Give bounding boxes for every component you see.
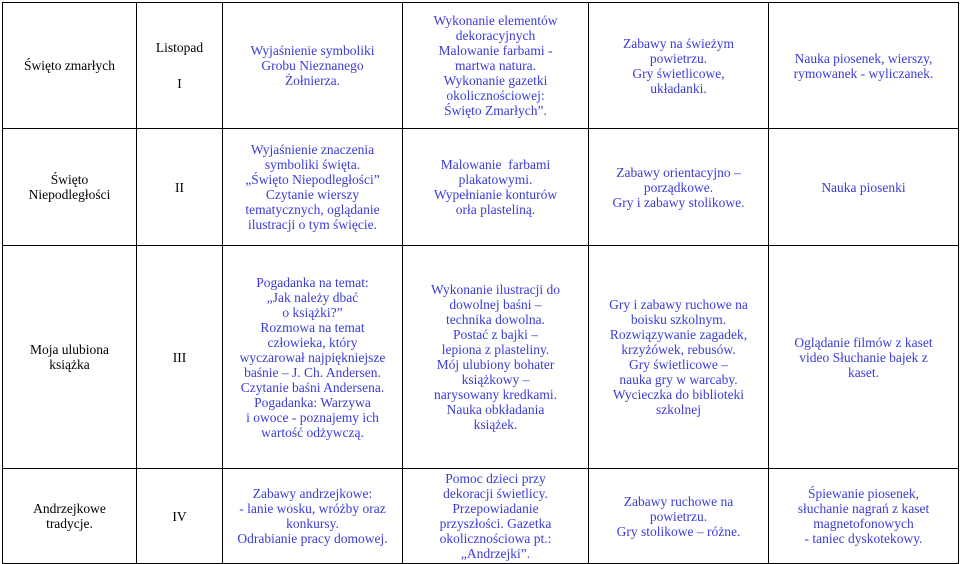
art-cell: [403, 129, 589, 246]
text-line: porządkowe.: [643, 179, 714, 195]
text-line: przyszłości. Gazetka: [439, 516, 552, 531]
text-line: Nauka piosenki: [821, 179, 906, 195]
text-line: Malowanie farbami: [440, 157, 551, 172]
text-block: [772, 335, 955, 380]
text-line: Odrabianie pracy domowej.: [237, 531, 388, 546]
text-line: Wyjaśnienie symboliki: [250, 43, 375, 58]
text-line: IV: [172, 508, 187, 524]
text-line: Czytanie baśni Andersena.: [240, 379, 385, 395]
text-line: Święto Zmarłych”.: [444, 103, 547, 118]
art-cell: [403, 3, 589, 129]
text-line: tradycje.: [46, 516, 93, 531]
talks-cell: [223, 246, 403, 469]
text-line: Niepodległości: [28, 187, 111, 202]
text-line: słuchanie nagrań z kaset: [797, 501, 930, 516]
text-line: Przepowiadanie: [452, 501, 539, 516]
text-block: [592, 494, 765, 539]
text-line: baśnie – J. Ch. Andersen.: [244, 364, 381, 380]
text-line: Święto: [50, 172, 89, 187]
week-cell: [137, 3, 223, 129]
text-line: wartość odżywczą.: [261, 424, 364, 440]
text-line: powietrzu.: [649, 508, 708, 524]
text-line: o książki?”: [282, 304, 343, 320]
games-cell: [589, 246, 769, 469]
text-line: Nauka piosenek, wierszy,: [794, 50, 933, 66]
text-line: Rozmowa na temat: [260, 319, 365, 335]
text-line: Wykonanie ilustracji do: [431, 282, 560, 297]
text-block: [406, 157, 585, 217]
art-cell: [403, 469, 589, 564]
text-block: [406, 471, 585, 561]
text-line: Gry i zabawy ruchowe na: [609, 297, 748, 312]
art-cell: [403, 246, 589, 469]
week-cell: [137, 469, 223, 564]
text-block: [406, 282, 585, 432]
text-line: narysowany kredkami.: [434, 387, 557, 402]
text-line: „Jak należy dbać: [266, 289, 359, 305]
table-row: [3, 246, 959, 469]
text-line: Postać z bajki –: [452, 327, 539, 342]
text-line: Czytanie wierszy: [265, 187, 360, 202]
text-line: Wykonanie gazetki: [443, 73, 548, 88]
text-line: Zabawy andrzejkowe:: [252, 486, 373, 501]
text-line: książkowy –: [461, 372, 530, 387]
topic-cell: [3, 3, 137, 129]
text-block: [772, 180, 955, 195]
music-cell: [769, 129, 959, 246]
text-line: Pogadanka: Warzywa: [254, 394, 371, 410]
text-line: kaset.: [847, 364, 880, 380]
text-line: - lanie wosku, wróżby oraz: [239, 501, 386, 516]
text-line: krzyżówek, rebusów.: [621, 342, 736, 357]
text-line: Wycieczka do biblioteki: [612, 387, 745, 402]
text-line: Wykonanie elementów: [433, 13, 558, 28]
text-line: Żołnierza.: [284, 73, 341, 88]
text-line: [140, 58, 219, 73]
text-line: dekoracji świetlicy.: [443, 486, 548, 501]
table-body: [3, 3, 959, 564]
text-line: dekoracyjnych: [455, 28, 536, 43]
text-line: okolicznościowa pt.:: [439, 531, 552, 546]
text-line: Wyjaśnienie znaczenia: [250, 142, 375, 157]
text-line: rymowanek - wyliczanek.: [793, 65, 934, 81]
text-line: III: [172, 349, 187, 365]
text-line: układanki.: [650, 80, 707, 96]
text-line: Pomoc dzieci przy: [445, 471, 546, 486]
talks-cell: [223, 469, 403, 564]
text-block: [226, 275, 399, 440]
text-line: powietrzu.: [649, 50, 708, 66]
text-block: [406, 13, 585, 118]
text-line: Święto zmarłych: [23, 58, 116, 73]
text-line: „Andrzejki”.: [460, 546, 531, 561]
talks-cell: [223, 129, 403, 246]
text-line: Andrzejkowe: [33, 501, 106, 516]
music-cell: [769, 469, 959, 564]
text-line: Grobu Nieznanego: [261, 58, 364, 73]
text-line: Malowanie farbami -: [438, 43, 553, 58]
text-line: Mój ulubiony bohater: [436, 357, 555, 372]
text-line: Zabawy orientacyjno –: [616, 164, 741, 180]
text-line: człowieka, który: [267, 334, 358, 350]
music-cell: [769, 3, 959, 129]
text-line: Gry i zabawy stolikowe.: [612, 194, 745, 210]
text-line: II: [175, 179, 184, 195]
text-line: boisku szkolnym.: [630, 312, 727, 327]
text-line: magnetofonowych: [813, 516, 914, 531]
text-line: martwa natura.: [455, 58, 536, 73]
text-line: książka: [49, 357, 90, 372]
table-row: [3, 129, 959, 246]
text-line: technika dowolna.: [446, 312, 545, 327]
text-block: [772, 486, 955, 546]
text-line: tematycznych, oglądanie: [245, 202, 380, 217]
activity-plan-table: [2, 2, 959, 564]
topic-cell: [3, 246, 137, 469]
games-cell: [589, 469, 769, 564]
text-line: Rozwiązywanie zagadek,: [609, 327, 748, 342]
text-line: wyczarował najpiękniejsze: [239, 349, 386, 365]
text-block: [592, 297, 765, 417]
week-cell: [137, 129, 223, 246]
text-line: Oglądanie filmów z kaset: [794, 334, 933, 350]
text-line: szkolnej: [656, 402, 701, 417]
text-line: Śpiewanie piosenek,: [808, 486, 919, 501]
talks-cell: [223, 3, 403, 129]
music-cell: [769, 246, 959, 469]
text-line: książek.: [473, 417, 518, 432]
text-line: plakatowymi.: [458, 172, 533, 187]
text-line: Zabawy na świeżym: [623, 35, 734, 51]
text-line: nauka gry w warcaby.: [619, 372, 738, 387]
text-line: dowolnej baśni –: [449, 297, 542, 312]
text-line: okolicznościowej:: [446, 88, 545, 103]
text-line: Gry stolikowe – różne.: [616, 523, 741, 539]
text-block: [592, 36, 765, 96]
text-line: Listopad: [155, 40, 204, 55]
text-line: lepiona z plasteliny.: [441, 342, 550, 357]
table-row: [3, 3, 959, 129]
text-line: - taniec dyskotekowy.: [804, 531, 923, 546]
text-line: video Słuchanie bajek z: [799, 349, 928, 365]
text-line: Gry świetlicowe,: [632, 65, 725, 81]
text-block: [592, 165, 765, 210]
text-line: Wypełnianie konturów: [433, 187, 558, 202]
text-line: „Święto Niepodległości”: [245, 172, 380, 187]
games-cell: [589, 3, 769, 129]
week-cell: [137, 246, 223, 469]
text-block: [226, 486, 399, 546]
text-block: [226, 43, 399, 88]
table-row: [3, 469, 959, 564]
text-line: symboliki święta.: [264, 157, 361, 172]
text-block: [226, 142, 399, 232]
topic-cell: [3, 129, 137, 246]
text-block: [772, 51, 955, 81]
text-line: Zabawy ruchowe na: [623, 493, 734, 509]
text-line: Gry świetlicowe –: [629, 357, 728, 372]
text-line: Nauka obkładania: [446, 402, 545, 417]
text-line: orła plasteliną.: [455, 202, 536, 217]
text-line: ilustracji o tym święcie.: [248, 217, 377, 232]
text-line: Pogadanka na temat:: [256, 274, 369, 290]
text-line: konkursy.: [286, 516, 339, 531]
text-line: Moja ulubiona: [29, 342, 110, 357]
text-line: I: [177, 76, 182, 91]
topic-cell: [3, 469, 137, 564]
games-cell: [589, 129, 769, 246]
text-line: i owoce - poznajemy ich: [246, 409, 379, 425]
